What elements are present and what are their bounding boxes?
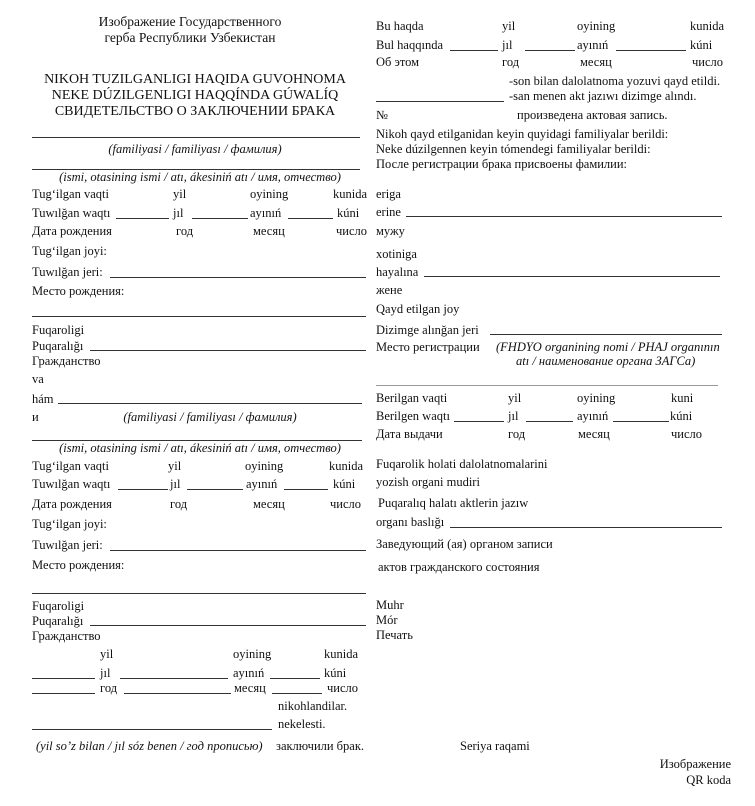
married-text-ru: заключили брак. bbox=[276, 739, 365, 753]
marriage-year-field[interactable] bbox=[32, 678, 95, 679]
wife-label-uz: xotiniga bbox=[376, 247, 417, 261]
month-label-kaa: ayınıń bbox=[250, 206, 282, 220]
spouse1-birthdate-label-ru: Дата рождения bbox=[32, 224, 112, 238]
month-label-ru-2: месяц bbox=[253, 497, 285, 511]
spouse1-birthplace-label-kaa: Tuwılğan jeri: bbox=[32, 265, 103, 279]
record-month-label-ru: месяц bbox=[580, 55, 612, 69]
spouse1-citizenship-label-ru: Гражданство bbox=[32, 354, 101, 368]
spouse1-birth-month-field[interactable] bbox=[192, 218, 248, 219]
number-sign: № bbox=[376, 108, 388, 122]
issue-year-field[interactable] bbox=[454, 421, 504, 422]
spouse2-birthdate-label-uz: Tug‘ilgan vaqti bbox=[32, 459, 109, 473]
spouse2-birthplace-label-ru: Место рождения: bbox=[32, 558, 125, 572]
act-text-kaa: -san menen akt jazıwı dizimge alındı. bbox=[509, 89, 697, 103]
issue-date-label-kaa: Berilgen waqtı bbox=[376, 409, 450, 423]
wife-surname-field[interactable] bbox=[424, 276, 720, 277]
spouse2-surname-caption: (familiyasi / familiyası / фамилия) bbox=[123, 410, 297, 424]
marriage-year-label-kaa: jıl bbox=[100, 666, 111, 680]
year-label-uz-2: yil bbox=[168, 459, 182, 473]
head-of-office-uz-1: Fuqarolik holati dalolatnomalarini bbox=[376, 457, 548, 471]
marriage-month-field[interactable] bbox=[120, 678, 228, 679]
year-label-kaa: jıl bbox=[173, 206, 184, 220]
marriage-year-label-ru: год bbox=[100, 681, 118, 695]
record-month-label-uz: oyining bbox=[577, 19, 616, 33]
issue-date-label-ru: Дата выдачи bbox=[376, 427, 443, 441]
issue-month-label-ru: месяц bbox=[578, 427, 610, 441]
conjunction-kaa: hám bbox=[32, 392, 54, 406]
issue-day-label-kaa: kúni bbox=[670, 409, 693, 423]
marriage-day-field-2[interactable] bbox=[272, 693, 322, 694]
spouse1-citizenship-label-uz: Fuqaroligi bbox=[32, 323, 85, 337]
year-label-kaa-2: jıl bbox=[170, 477, 181, 491]
wife-label-kaa: hayalına bbox=[376, 265, 419, 279]
record-day-field[interactable] bbox=[616, 50, 686, 51]
qr-caption-line1: Изображение bbox=[659, 757, 731, 771]
spouse1-name-caption: (ismi, otasining ismi / atı, ákesiniń atı / имя, отчество) bbox=[59, 170, 341, 184]
marriage-year-field-2[interactable] bbox=[32, 693, 95, 694]
spouse2-birthdate-label-kaa: Tuwılğan waqtı bbox=[32, 477, 111, 491]
husband-surname-field[interactable] bbox=[406, 216, 722, 217]
marriage-month-label-kaa: ayınıń bbox=[233, 666, 265, 680]
spouse2-birthdate-label-ru: Дата рождения bbox=[32, 497, 112, 511]
husband-label-ru: мужу bbox=[376, 224, 405, 238]
day-label-ru-2: число bbox=[330, 497, 362, 511]
spouse2-citizenship-field[interactable] bbox=[90, 625, 366, 626]
marriage-year-words-field[interactable] bbox=[32, 729, 272, 730]
issue-year-label-ru: год bbox=[508, 427, 526, 441]
record-year-label-kaa: jıl bbox=[502, 38, 513, 52]
married-text-kaa: nekelesti. bbox=[278, 717, 326, 731]
about-label-ru: Об этом bbox=[376, 55, 420, 69]
title-kaa: NEKE DÚZILGENLIGI HAQQÍNDA GÚWALÍQ bbox=[51, 88, 339, 103]
surnames-heading-kaa: Neke dúzilgennen keyin tómendegi familiyalar berildi: bbox=[376, 142, 651, 156]
head-signature-field[interactable] bbox=[450, 527, 722, 528]
issue-day-label-uz: kuni bbox=[671, 391, 694, 405]
seal-label-ru: Печать bbox=[376, 628, 413, 642]
issue-date-label-uz: Berilgan vaqti bbox=[376, 391, 448, 405]
spouse2-birthplace-field[interactable] bbox=[110, 550, 366, 551]
month-label-ru: месяц bbox=[253, 224, 285, 238]
about-label-kaa: Bul haqqında bbox=[376, 38, 444, 52]
registry-org-caption: (FHDYO organining nomi / PHAJ organının bbox=[496, 340, 720, 354]
record-year-field[interactable] bbox=[450, 50, 498, 51]
day-label-ru: число bbox=[336, 224, 368, 238]
spouse1-surname-line[interactable] bbox=[32, 137, 360, 138]
issue-year-label-kaa: jıl bbox=[508, 409, 519, 423]
head-of-office-ru-2: актов гражданского состояния bbox=[378, 560, 540, 574]
title-ru: СВИДЕТЕЛЬСТВО О ЗАКЛЮЧЕНИИ БРАКА bbox=[54, 104, 336, 119]
title-uz: NIKOH TUZILGANLIGI HAQIDA GUVOHNOMA bbox=[44, 72, 346, 87]
year-label-ru-2: год bbox=[170, 497, 188, 511]
spouse1-birthdate-label-uz: Tug‘ilgan vaqti bbox=[32, 187, 109, 201]
record-day-label-kaa: kúni bbox=[690, 38, 713, 52]
conjunction-uz: va bbox=[32, 372, 44, 386]
month-label-uz-2: oyining bbox=[245, 459, 284, 473]
marriage-month-label-uz: oyining bbox=[233, 647, 272, 661]
spouse1-surname-caption: (familiyasi / familiyası / фамилия) bbox=[108, 142, 282, 156]
spouse1-birthplace-label-uz: Tug‘ilgan joyi: bbox=[32, 244, 107, 258]
record-day-label-ru: число bbox=[692, 55, 724, 69]
act-number-field[interactable] bbox=[376, 101, 504, 102]
issue-day-field[interactable] bbox=[613, 421, 669, 422]
spouse2-citizenship-label-ru: Гражданство bbox=[32, 629, 101, 643]
year-in-words-caption: (yil so’z bilan / jıl sóz benen / год прописью) bbox=[36, 739, 263, 753]
spouse1-birth-year-field[interactable] bbox=[116, 218, 169, 219]
issue-day-label-ru: число bbox=[671, 427, 703, 441]
day-label-uz: kunida bbox=[333, 187, 368, 201]
registry-place-label-kaa: Dizimge alınğan jeri bbox=[376, 323, 479, 337]
spouse2-birth-year-field[interactable] bbox=[118, 489, 168, 490]
marriage-month-label-ru: месяц bbox=[234, 681, 266, 695]
marriage-day-label-kaa: kúni bbox=[324, 666, 347, 680]
series-number-label: Seriya raqami bbox=[460, 739, 530, 753]
spouse1-birthplace-label-ru: Место рождения: bbox=[32, 284, 125, 298]
spouse2-birth-month-field[interactable] bbox=[187, 489, 243, 490]
issue-month-label-kaa: ayınıń bbox=[577, 409, 609, 423]
month-label-uz: oyining bbox=[250, 187, 289, 201]
about-label-uz: Bu haqda bbox=[376, 19, 424, 33]
act-text-uz: -son bilan dalolatnoma yozuvi qayd etildi. bbox=[509, 74, 721, 88]
day-label-uz-2: kunida bbox=[329, 459, 364, 473]
spouse2-birthplace-field-2[interactable] bbox=[32, 593, 366, 594]
spouse2-birthplace-label-kaa: Tuwılğan jeri: bbox=[32, 538, 103, 552]
day-label-kaa-2: kúni bbox=[333, 477, 356, 491]
seal-label-kaa: Mór bbox=[376, 613, 398, 627]
spouse1-birthdate-label-kaa: Tuwılğan waqtı bbox=[32, 206, 111, 220]
spouse2-citizenship-label-kaa: Puqaralığı bbox=[32, 614, 84, 628]
head-of-office-ru-1: Заведующий (ая) органом записи bbox=[376, 537, 553, 551]
marriage-day-label-uz: kunida bbox=[324, 647, 359, 661]
spouse2-birthplace-label-uz: Tug‘ilgan joyi: bbox=[32, 517, 107, 531]
registry-place-field[interactable] bbox=[490, 334, 722, 335]
spouse2-citizenship-label-uz: Fuqaroligi bbox=[32, 599, 85, 613]
spouse1-citizenship-label-kaa: Puqaralığı bbox=[32, 339, 84, 353]
spouse1-birth-day-field[interactable] bbox=[288, 218, 333, 219]
emblem-caption-line2: герба Республики Узбекистан bbox=[104, 30, 276, 45]
qr-caption-line2: QR koda bbox=[686, 773, 731, 787]
record-year-label-ru: год bbox=[502, 55, 520, 69]
head-of-office-kaa-2: organı baslığı bbox=[376, 515, 445, 529]
registry-org-caption-2: atı / наименование органа ЗАГСа) bbox=[516, 354, 696, 368]
spouse2-birth-day-field[interactable] bbox=[284, 489, 328, 490]
seal-label-uz: Muhr bbox=[376, 598, 404, 612]
issue-month-label-uz: oyining bbox=[577, 391, 616, 405]
day-label-kaa: kúni bbox=[337, 206, 360, 220]
emblem-caption-line1: Изображение Государственного bbox=[98, 14, 282, 29]
head-of-office-uz-2: yozish organi mudiri bbox=[376, 475, 480, 489]
registry-place-label-uz: Qayd etilgan joy bbox=[376, 302, 460, 316]
marriage-day-label-ru: число bbox=[327, 681, 359, 695]
record-day-label-uz: kunida bbox=[690, 19, 725, 33]
surnames-heading-uz: Nikoh qayd etilganidan keyin quyidagi familiyalar berildi: bbox=[376, 127, 669, 141]
record-year-label-uz: yil bbox=[502, 19, 516, 33]
issue-year-label-uz: yil bbox=[508, 391, 522, 405]
spouse1-citizenship-field[interactable] bbox=[90, 350, 366, 351]
year-label-ru: год bbox=[176, 224, 194, 238]
head-of-office-kaa-1: Puqaralıq halatı aktlerin jazıw bbox=[378, 496, 529, 510]
act-text-ru: произведена актовая запись. bbox=[517, 108, 668, 122]
surnames-heading-ru: После регистрации брака присвоены фамилии: bbox=[376, 157, 628, 171]
marriage-year-label-uz: yil bbox=[100, 647, 114, 661]
registry-org-field[interactable] bbox=[376, 385, 718, 386]
spouse2-surname-line[interactable] bbox=[58, 403, 362, 404]
married-text-uz: nikohlandilar. bbox=[278, 699, 348, 713]
month-label-kaa-2: ayınıń bbox=[246, 477, 278, 491]
spouse1-birthplace-field-2[interactable] bbox=[32, 316, 366, 317]
marriage-day-field[interactable] bbox=[270, 678, 320, 679]
year-label-uz: yil bbox=[173, 187, 187, 201]
wife-label-ru: жене bbox=[376, 283, 403, 297]
registry-place-label-ru: Место регистрации bbox=[376, 340, 480, 354]
conjunction-ru: и bbox=[32, 410, 39, 424]
husband-label-kaa: erine bbox=[376, 205, 401, 219]
marriage-month-field-2[interactable] bbox=[124, 693, 231, 694]
record-month-label-kaa: ayınıń bbox=[577, 38, 609, 52]
husband-label-uz: eriga bbox=[376, 187, 401, 201]
record-month-field[interactable] bbox=[525, 50, 575, 51]
issue-month-field[interactable] bbox=[526, 421, 573, 422]
spouse2-name-caption: (ismi, otasining ismi / atı, ákesiniń atı / имя, отчество) bbox=[59, 441, 341, 455]
spouse1-birthplace-field[interactable] bbox=[110, 277, 366, 278]
